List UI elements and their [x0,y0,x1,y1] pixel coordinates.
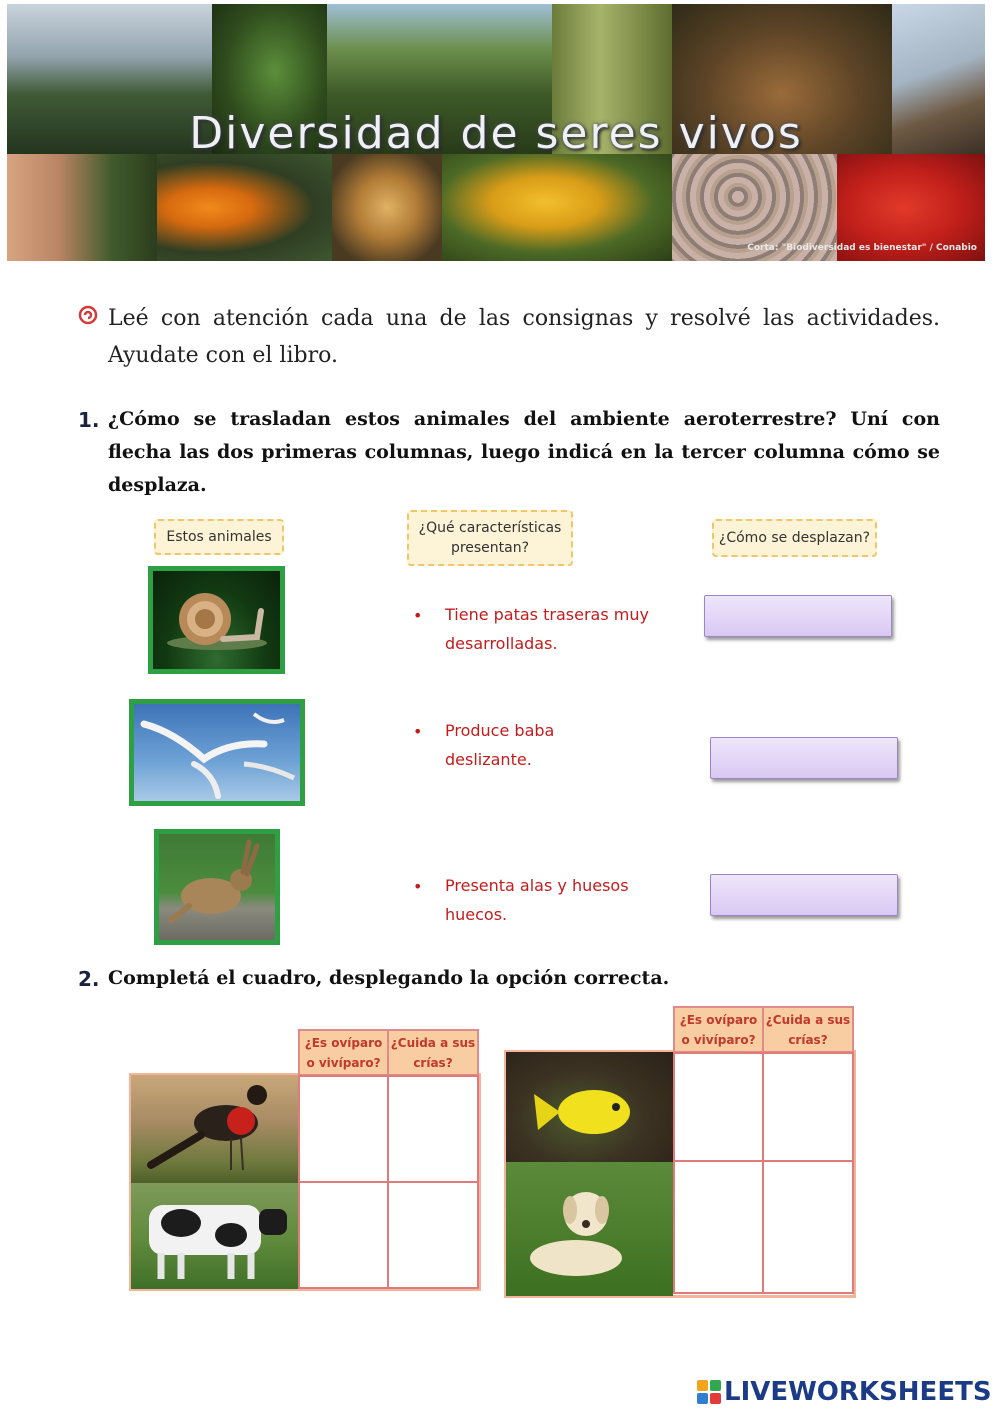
seagulls-icon [134,704,300,801]
banner [7,4,985,261]
fish-icon [506,1052,673,1162]
logo-mark-icon [697,1380,721,1404]
banner-photo-frog [442,154,672,261]
table-left-header-care: ¿Cuida a sus crías? [387,1029,479,1076]
photo-fish [506,1052,673,1162]
characteristic-3: Presenta alas y huesos huecos. [445,876,629,924]
table-right-cell-fish-care[interactable] [762,1052,854,1162]
snail-icon [153,571,280,669]
movement-answer-input-3[interactable] [710,874,898,916]
photo-bird [131,1075,298,1183]
header-como-se-desplazan: ¿Cómo se desplazan? [712,519,877,557]
photo-dog [506,1162,673,1296]
banner-photo-hands [7,154,157,261]
liveworksheets-logo [697,1377,992,1407]
cow-icon [131,1183,298,1289]
intro-text: Leé con atención cada una de las consignas y resolvé las actividades. Ayudate con el libro. [108,306,940,368]
banner-photo-butterfly [157,154,332,261]
banner-photo-jaguar [332,154,442,261]
dog-icon [506,1162,673,1296]
header-estos-animales: Estos animales [154,519,284,555]
photo-snail [148,566,285,674]
characteristic-2: Produce baba deslizante. [445,721,555,769]
question-2-text: Completá el cuadro, desplegando la opción correcta. [108,967,670,989]
question-2-number: 2. [78,967,100,991]
banner-credit: Corta: "Biodiversidad es bienestar" / Conabio [747,243,977,253]
table-left-cell-cow-care[interactable] [387,1181,479,1289]
question-1-number: 1. [78,408,100,432]
table-left-cell-bird-reproduction[interactable] [298,1075,389,1183]
logo-text: LIVEWORKSHEETS [724,1377,992,1407]
table-right-header-care: ¿Cuida a sus crías? [762,1006,854,1053]
bird-icon [131,1075,298,1183]
hare-icon [159,834,275,940]
photo-hare [154,829,280,945]
table-right-cell-dog-care[interactable] [762,1160,854,1294]
movement-answer-input-2[interactable] [710,737,898,779]
table-right-header-reproduction: ¿Es ovíparo o vivíparo? [673,1006,764,1053]
table-left-cell-cow-reproduction[interactable] [298,1181,389,1289]
table-left-cell-bird-care[interactable] [387,1075,479,1183]
banner-title: Diversidad de seres vivos [189,108,803,159]
table-right-cell-dog-reproduction[interactable] [673,1160,764,1294]
characteristic-bullet-2: • [413,722,423,741]
photo-seagulls [129,699,305,806]
spiral-bullet-icon [78,305,98,325]
characteristic-bullet-3: • [413,877,423,896]
intro-instructions [108,300,940,374]
characteristic-1: Tiene patas traseras muy desarrolladas. [445,605,649,653]
movement-answer-input-1[interactable] [704,595,892,637]
table-right-cell-fish-reproduction[interactable] [673,1052,764,1162]
table-left-header-reproduction: ¿Es ovíparo o vivíparo? [298,1029,389,1076]
photo-cow [131,1183,298,1289]
header-caracteristicas: ¿Qué características presentan? [407,510,573,566]
question-1-text: ¿Cómo se trasladan estos animales del ambiente aeroterrestre? Uní con flecha las dos primeras columnas, luego indicá en la tercer columna cómo se desplaza. [108,408,940,496]
characteristic-bullet-1: • [413,606,423,625]
